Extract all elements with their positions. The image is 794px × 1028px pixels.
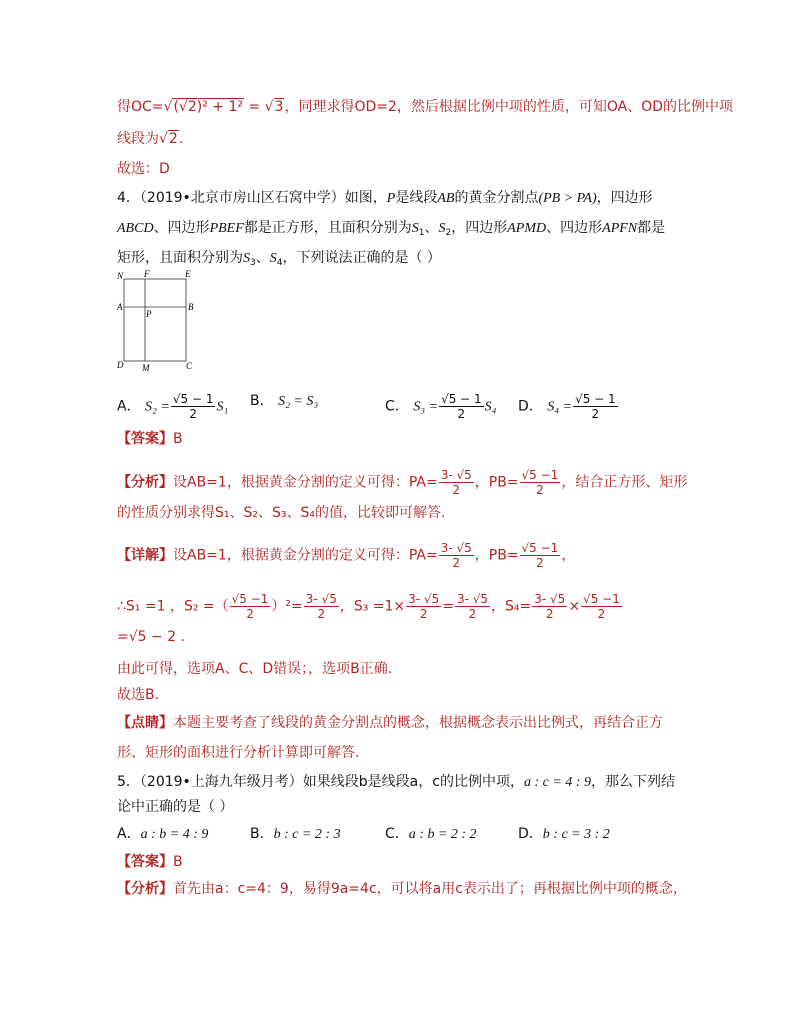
question-4-line-3: 矩形，且面积分别为$S_3$、$S_4$，下列说法正确的是（ ）	[117, 250, 441, 268]
label-a: A	[117, 302, 123, 312]
analysis-5-line-1: 【分析】首先由a：c=4：9，易得9a=4c，可以将a用c表示出了；再根据比例中项的概念，	[117, 881, 687, 897]
option-5-b: B．b : c = 2 : 3	[250, 826, 341, 842]
detail-4-line-5: 故选B.	[117, 687, 160, 703]
fraction: $\frac{3- √5}{2}$	[440, 541, 472, 570]
option-4-c: C． S₃ = $\frac{√5 - 1}{2}$ S₄	[385, 392, 497, 421]
solution-line-1: 得OC=√(√2)² + 1² = √3，同理求得OD=2，然后根据比例中项的性质，可知OA、OD的比例中项	[117, 99, 734, 115]
label-n: N	[117, 271, 124, 281]
geometry-figure	[114, 270, 199, 375]
question-5-line-2: 论中正确的是（ ）	[117, 799, 234, 815]
answer-5: 【答案】B	[117, 854, 183, 870]
sqrt-2: √2	[159, 131, 178, 147]
detail-4-line-2: ∴S₁ =1 ，S₂ =（ $\frac{√5 -1}{2}$ ）²= $\frac{3- √5}{2}$ ，S₃ =1× $\frac{3- √5}{2}$ = $\frac{3- √5}{2}$ ，S₄= $\frac{3- √5}{2}$ × $\frac{√5 -1}{2}$	[117, 592, 620, 621]
sqrt-expression: √(√2)² + 1²	[163, 99, 243, 115]
fraction: $\frac{√5 -1}{2}$	[583, 592, 620, 621]
detail-4-line-4: 由此可得，选项A、C、D错误；，选项B正确.	[117, 661, 393, 677]
option-4-b: B． S₂ = S₃	[250, 393, 319, 409]
detail-4-line-3: =√5 − 2 .	[117, 629, 185, 645]
remark-4-line-2: 形、矩形的面积进行分析计算即可解答.	[117, 745, 360, 761]
fraction: $\frac{√5 -1}{2}$	[231, 592, 269, 621]
question-5-line-1: 5．（2019•上海九年级月考）如果线段b是线段a，c的比例中项，a : c = 4 : 9，那么下列结	[117, 774, 675, 790]
fraction: $\frac{√5 - 1}{2}$	[575, 392, 616, 421]
option-4-a: A． S₂ = $\frac{√5 - 1}{2}$ S₁	[117, 392, 229, 421]
fraction: $\frac{3- √5}{2}$	[408, 592, 440, 621]
solution-line-2: 线段为√2.	[117, 131, 184, 147]
answer-4: 【答案】B	[117, 431, 183, 447]
analysis-4-line-2: 的性质分别求得S₁、S₂、S₃、S₄的值，比较即可解答.	[117, 505, 446, 521]
label-b: B	[188, 302, 194, 312]
choice-line: 故选：D	[117, 161, 170, 177]
question-4-line-2: ABCD、四边形PBEF都是正方形，且面积分别为$S_1$、$S_2$，四边形APMD、四边形APFN都是	[117, 220, 666, 238]
fraction: $\frac{√5 - 1}{2}$	[441, 392, 482, 421]
question-4-line-1: 4．（2019•北京市房山区石窝中学）如图，P是线段AB的黄金分割点(PB > PA)，四边形	[117, 190, 653, 206]
fraction: $\frac{3- √5}{2}$	[534, 592, 566, 621]
remark-4-line-1: 【点睛】本题主要考查了线段的黄金分割点的概念，根据概念表示出比例式，再结合正方	[117, 715, 663, 731]
option-5-c: C．a : b = 2 : 2	[385, 826, 477, 842]
fraction: $\frac{3- √5}{2}$	[456, 592, 489, 621]
label-m: M	[142, 363, 150, 373]
label-f: F	[144, 270, 150, 279]
fraction: $\frac{3- √5}{2}$	[305, 592, 337, 621]
sqrt-3: √3	[264, 99, 284, 115]
fraction: $\frac{√5 - 1}{2}$	[172, 392, 214, 421]
option-4-d: D． S₄ = $\frac{√5 - 1}{2}$	[518, 392, 616, 421]
label-c: C	[186, 361, 193, 371]
option-5-a: A．a : b = 4 : 9	[117, 826, 209, 842]
fraction: $\frac{√5 -1}{2}$	[521, 541, 559, 570]
option-5-d: D．b : c = 3 : 2	[518, 826, 610, 842]
label-e: E	[185, 270, 191, 279]
fraction: $\frac{3- √5}{2}$	[440, 468, 472, 497]
text: 得OC=	[117, 99, 164, 115]
analysis-4-line-1: 【分析】设AB=1，根据黄金分割的定义可得：PA= $\frac{3- √5}{2}$ ，PB= $\frac{√5 -1}{2}$ ，结合正方形、矩形	[117, 468, 688, 497]
fraction: $\frac{√5 -1}{2}$	[521, 468, 559, 497]
label-p: P	[146, 309, 152, 319]
label-d: D	[117, 360, 124, 370]
outer-rectangle	[124, 279, 186, 361]
detail-4-line-1: 【详解】设AB=1，根据黄金分割的定义可得：PA= $\frac{3- √5}{2}$ ，PB= $\frac{√5 -1}{2}$ ，	[117, 541, 576, 570]
